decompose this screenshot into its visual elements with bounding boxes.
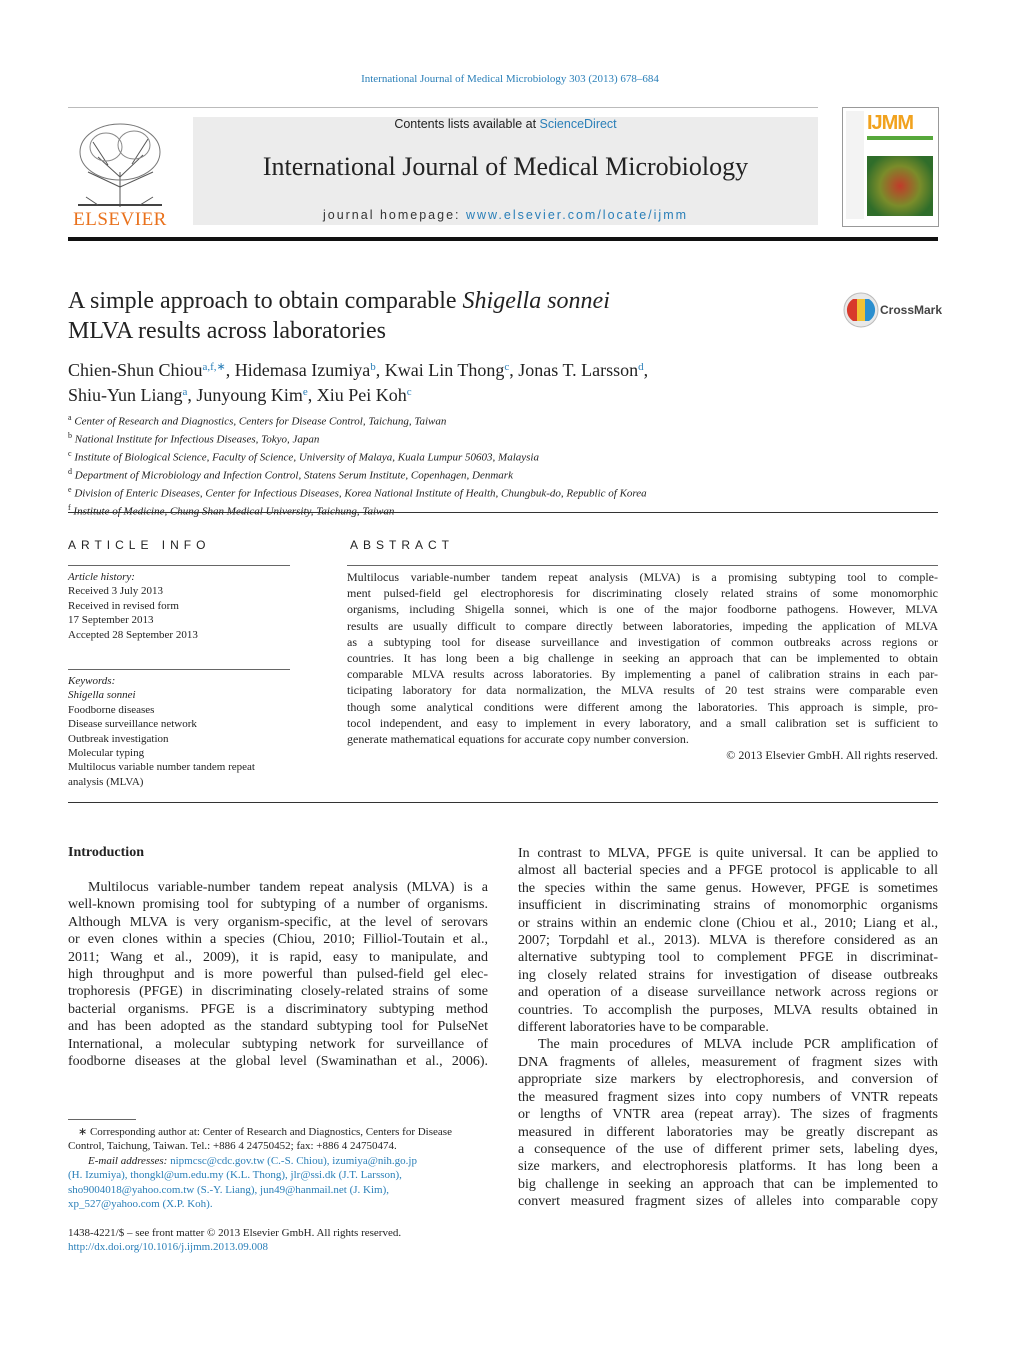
keywords xyxy=(68,674,290,789)
email-label: E-mail addresses: xyxy=(88,1154,168,1167)
cover-acronym: IJMM xyxy=(867,112,913,134)
issn-line: 1438-4221/$ – see front matter © 2013 Elsevier GmbH. All rights reserved. xyxy=(68,1227,402,1239)
body-line: 2011; Wang et al., 2009), it is rapid, easy to manipulate, and xyxy=(68,949,488,965)
body-line: In contrast to MLVA, PFGE is quite universal. It can be applied to xyxy=(518,846,938,861)
abstract-line: comparable MLVA results across laboratories. By implementing a panel of calibration strains in each par- xyxy=(347,667,938,682)
body-line: ing closely related strains for investigation of disease outbreaks xyxy=(518,967,938,983)
body-line: Although MLVA is very organism-specific, at the level of serovars xyxy=(68,914,488,930)
abstract-line: countries. It has long been a big challenge in seeking an approach that can be implemented to obtain xyxy=(347,651,938,666)
header-divider xyxy=(68,107,818,108)
affiliation: $^c$ Institute of Biological Science, Faculty of Science, University of Malaya, Kuala Lumpur 50603, Malaysia xyxy=(68,449,539,464)
contents-prefix: Contents lists available at xyxy=(394,117,540,131)
author[interactable]: Junyoung Kim$^e$ xyxy=(196,385,308,405)
email-links[interactable]: xp_527@yahoo.com (X.P. Koh). xyxy=(68,1198,213,1211)
author[interactable]: Kwai Lin Thong$^c$ xyxy=(384,360,510,380)
intro-right-column xyxy=(518,845,938,1211)
keyword: Molecular typing xyxy=(68,747,145,760)
article-history xyxy=(68,570,290,642)
body-line: a consequence of the use of different primer sets, labeling dyes, xyxy=(518,1141,938,1157)
body-line: the measured fragment sizes into copy numbers of VNTR repeats xyxy=(518,1089,938,1105)
author[interactable]: Jonas T. Larsson$^d$ xyxy=(518,360,644,380)
body-line: alternative subtyping tool to complement PFGE in discriminat- xyxy=(518,950,938,966)
author-list: Chien-Shun Chiou$^{a,f,∗}$, Hidemasa Izumiya$^b$, Kwai Lin Thong$^c$, Jonas T. Larsson$^d$, Shiu-Yun Liang$^a$, Junyoung Kim$^e$, Xiu Pei Koh$^c$ xyxy=(68,360,649,405)
author[interactable]: Hidemasa Izumiya$^b$ xyxy=(234,360,376,380)
keyword: Multilocus variable number tandem repeat xyxy=(68,761,255,774)
keyword: Outbreak investigation xyxy=(68,732,169,745)
body-line: almost all bacterial species and a PFGE protocol is applicable to all xyxy=(518,863,938,879)
keyword: analysis (MLVA) xyxy=(68,775,144,788)
author[interactable]: Shiu-Yun Liang$^a$ xyxy=(68,385,188,405)
body-line: size markers, and electrophoresis platforms. It has long been a xyxy=(518,1159,938,1175)
body-line: big challenge in seeking an approach that can be implemented to xyxy=(518,1176,938,1192)
journal-title: International Journal of Medical Microbiology xyxy=(262,152,749,181)
footnotes xyxy=(68,1125,488,1211)
article-title xyxy=(68,286,788,346)
title-part1: A simple approach to obtain comparable xyxy=(68,288,463,314)
crossmark-badge[interactable] xyxy=(842,291,942,331)
homepage-link[interactable]: www.elsevier.com/locate/ijmm xyxy=(466,208,689,222)
body-line: DNA fragments of alleles, measurement of fragment sizes with xyxy=(518,1054,938,1070)
article-info-rule xyxy=(68,565,290,566)
abstract-line: as a subtyping tool for disease surveillance and investigation of common outbreaks across regions or xyxy=(347,634,938,649)
body-line: bacterial organisms. PFGE is a discriminatory subtyping method xyxy=(68,1001,488,1017)
title-part2: MLVA results across laboratories xyxy=(68,318,386,344)
footnote-rule xyxy=(68,1119,136,1120)
crossmark-icon xyxy=(842,291,880,329)
history-line: Accepted 28 September 2013 xyxy=(68,628,198,641)
cover-band xyxy=(867,136,933,140)
journal-cover-thumbnail[interactable] xyxy=(842,107,939,227)
history-line: 17 September 2013 xyxy=(68,614,154,627)
affiliation: $^a$ Center of Research and Diagnostics, Centers for Disease Control, Taichung, Taiwan xyxy=(68,413,447,428)
body-line: or strains within an endemic clone (Chiou et al., 2010; Liang et al., xyxy=(518,915,938,931)
journal-homepage xyxy=(193,208,818,222)
body-line: International, a molecular subtyping network for surveillance of xyxy=(68,1036,488,1052)
homepage-prefix: journal homepage: xyxy=(322,208,466,222)
abstract-divider xyxy=(68,802,938,803)
keywords-rule xyxy=(68,669,290,670)
doi-link[interactable]: http://dx.doi.org/10.1016/j.ijmm.2013.09.008 xyxy=(68,1241,268,1254)
email-links[interactable]: sho9004018@yahoo.com.tw (S.-Y. Liang), jun49@hanmail.net (J. Kim), xyxy=(68,1183,389,1196)
sciencedirect-link[interactable]: ScienceDirect xyxy=(539,117,617,131)
abstract-line: Multilocus variable-number tandem repeat analysis (MLVA) is a promising subtyping tool to comple- xyxy=(347,570,938,584)
abstract-line: results are usually difficult to compare directly between laboratories, impeding the application of MLVA xyxy=(347,618,938,633)
keyword: Disease surveillance network xyxy=(68,718,197,731)
body-line: appropriate size markers by electrophoresis, and conversion of xyxy=(518,1072,938,1088)
abstract-line: ticipating laboratory for data normalization, the MLVA results of 20 test strains were comparable even xyxy=(347,683,938,698)
affiliation-divider xyxy=(68,512,938,513)
abstract-body xyxy=(347,569,938,763)
body-line: high throughput and is more powerful than pulsed-field gel elec- xyxy=(68,967,488,983)
email-line xyxy=(68,1154,488,1168)
affiliation: $^e$ Division of Enteric Diseases, Center for Infectious Diseases, Korea National Institute of Health, Chungbuk-do, Republic of Korea xyxy=(68,485,647,500)
affiliation: $^b$ National Institute for Infectious Diseases, Tokyo, Japan xyxy=(68,431,320,446)
contents-line xyxy=(193,117,818,131)
body-line: well-known promising tool for subtyping of a number of organisms. xyxy=(68,897,488,913)
article-info-heading: ARTICLE INFO xyxy=(68,538,211,552)
body-line: or even clones within a species (Chiou, 2010; Filliol-Toutain et al., xyxy=(68,932,488,948)
body-line: the species within the same genus. However, PFGE is sometimes xyxy=(518,880,938,896)
issn-block xyxy=(68,1226,508,1255)
keywords-label: Keywords: xyxy=(68,675,116,687)
body-line: different laboratories have to be comparable. xyxy=(518,1020,769,1036)
email-links[interactable]: (H. Izumiya), thongkl@um.edu.my (K.L. Thong), jlr@ssi.dk (J.T. Larsson), xyxy=(68,1169,402,1182)
keyword: Shigella sonnei xyxy=(68,689,136,702)
body-line: insufficient in discriminating strains of monomorphic organisms xyxy=(518,898,938,914)
body-line: measured in different laboratories may be greatly discrepant as xyxy=(518,1124,938,1140)
cover-image xyxy=(867,156,933,216)
abstract-heading: ABSTRACT xyxy=(350,538,455,552)
intro-left-column xyxy=(68,879,488,1070)
author[interactable]: Chien-Shun Chiou$^{a,f,∗}$ xyxy=(68,360,226,380)
abstract-line: though some analytical conditions were different among the laboratories. This approach is simple, pro- xyxy=(347,699,938,714)
elsevier-wordmark: ELSEVIER xyxy=(73,209,167,230)
abstract-line: ment pulsed-field gel electrophoresis for discriminating closely related strains of some monomorphic xyxy=(347,586,938,601)
title-species: Shigella sonnei xyxy=(462,288,610,314)
abstract-line: tocol independent, and easy to implement in every laboratory, and a small calibration set is sufficient to xyxy=(347,715,938,730)
affiliation-list xyxy=(68,411,868,519)
body-line: 2007; Torpdahl et al., 2013). MLVA is therefore considered as an xyxy=(518,933,938,949)
body-line: Multilocus variable-number tandem repeat analysis (MLVA) is a xyxy=(88,880,488,895)
header-thick-rule xyxy=(68,237,938,241)
body-line: and has been adopted as the standard subtyping tool for PulseNet xyxy=(68,1019,488,1035)
cover-sidebar xyxy=(846,111,864,219)
keyword: Foodborne diseases xyxy=(68,703,155,716)
corresponding-author: ∗ Corresponding author at: Center of Research and Diagnostics, Centers for Disease xyxy=(78,1126,452,1138)
body-line: convert measured fragment sizes of alleles into comparable copy xyxy=(518,1194,938,1210)
copyright: © 2013 Elsevier GmbH. All rights reserved. xyxy=(726,748,938,763)
body-line: and operation of a disease surveillance network across regions or xyxy=(518,985,938,1001)
abstract-line: generate mathematical equations for accurate copy number conversion. xyxy=(347,732,689,747)
abstract-line: organisms, including Shigella sonnei, which is one of the major foodborne pathogens. However, MLVA xyxy=(347,602,938,617)
email-links[interactable]: nipmcsc@cdc.gov.tw (C.-S. Chiou), izumiya@nih.go.jp xyxy=(170,1154,417,1167)
running-header[interactable]: International Journal of Medical Microbiology 303 (2013) 678–684 xyxy=(361,73,659,85)
crossmark-label: CrossMark xyxy=(880,303,943,317)
author[interactable]: Xiu Pei Koh$^c$ xyxy=(316,385,412,405)
body-line: The main procedures of MLVA include PCR amplification of xyxy=(538,1037,938,1053)
abstract-rule xyxy=(347,565,938,566)
affiliation: $^f$ Institute of Medicine, Chung Shan Medical University, Taichung, Taiwan xyxy=(68,503,395,518)
history-line: Received 3 July 2013 xyxy=(68,585,164,598)
intro-heading: Introduction xyxy=(68,845,144,860)
history-label: Article history: xyxy=(68,571,135,583)
affiliation: $^d$ Department of Microbiology and Infection Control, Statens Serum Institute, Copenhagen, Denmark xyxy=(68,467,513,482)
body-line: countries. To accomplish the purposes, MLVA results obtained in xyxy=(518,1002,938,1018)
body-line: foodborne diseases at the global level (Swaminathan et al., 2006). xyxy=(68,1054,488,1070)
history-line: Received in revised form xyxy=(68,599,179,612)
body-line: or lengths of VNTR area (repeat array). The sizes of fragments xyxy=(518,1107,938,1123)
body-line: trophoresis (PFGE) in discriminating closely-related strains of some xyxy=(68,984,488,1000)
corresponding-author: Control, Taichung, Taiwan. Tel.: +886 4 24750452; fax: +886 4 24750474. xyxy=(68,1140,397,1153)
